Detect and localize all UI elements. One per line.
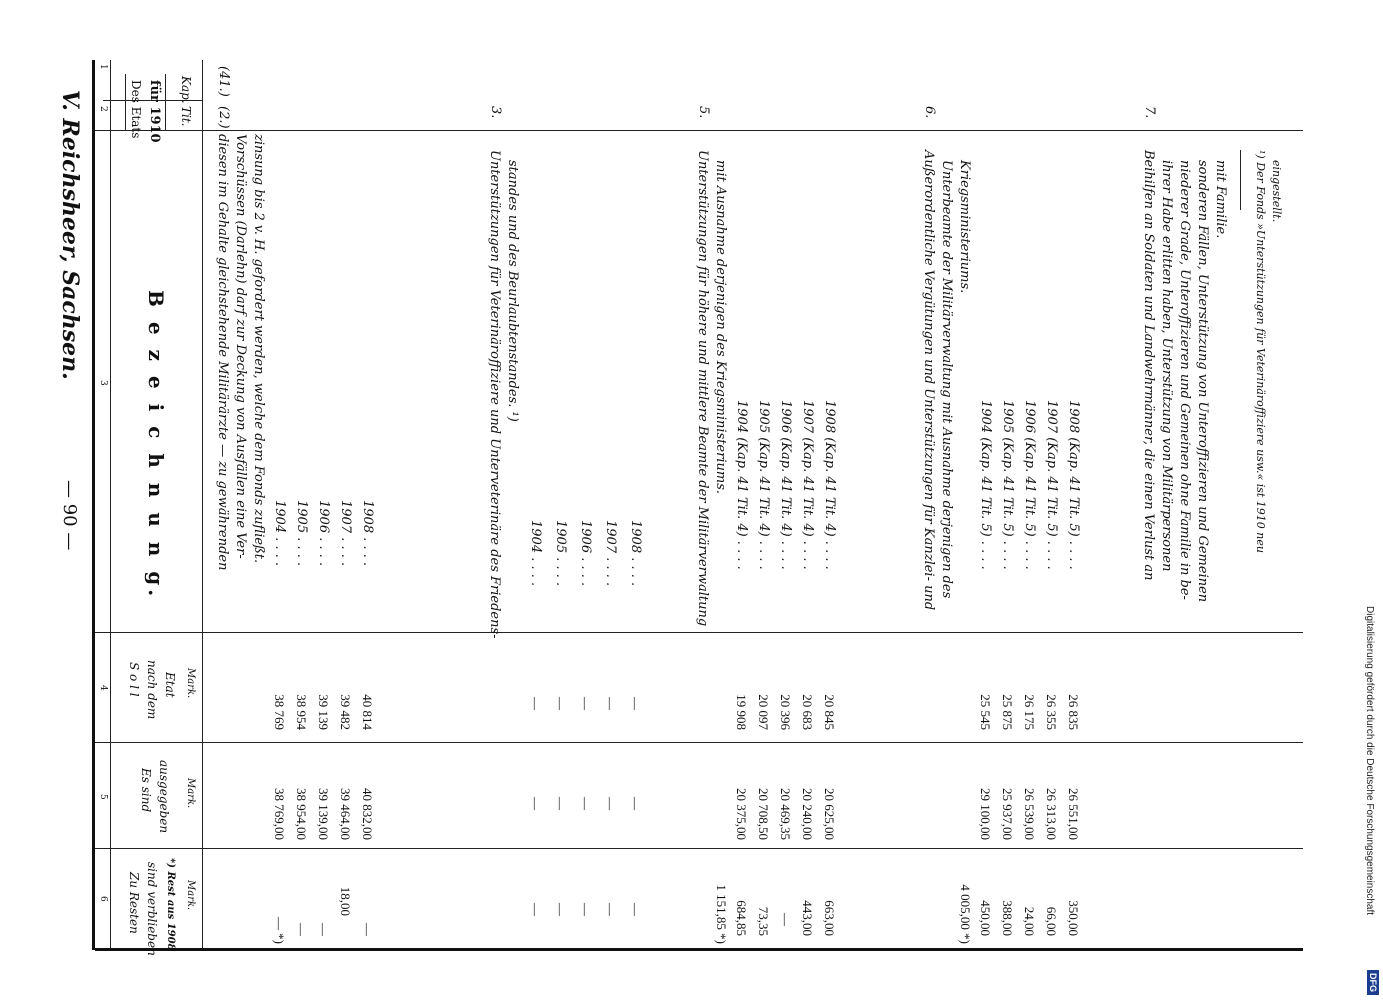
year-label: 1904 . . . .: [528, 520, 543, 587]
section-text: zinsung bis 2 v. H. gefordert werden, welche dem Fonds zufließt.: [251, 134, 266, 564]
rest-value: 350,00: [1066, 900, 1081, 936]
year-label: 1906 (Kap. 41 Tit. 4) . . . .: [778, 400, 793, 570]
year-label: 1908 . . . .: [360, 500, 375, 567]
footnote-rule: [1240, 150, 1241, 210]
year-label: 1908 (Kap. 41 Tit. 4) . . . .: [822, 400, 837, 570]
soll-value: 19 908: [734, 694, 749, 730]
dfg-logo: DFG: [1367, 970, 1379, 995]
section-text: Außerordentliche Vergütungen und Unterstützungen für Kanzlei- und: [921, 150, 936, 611]
page-number: — 90 —: [59, 480, 80, 551]
rest-value: 443,00: [800, 900, 815, 936]
rest-value: 663,00: [822, 900, 837, 936]
ausgegeben-value: —: [528, 797, 543, 810]
ausgegeben-value: —: [628, 797, 643, 810]
soll-value: 20 683: [800, 694, 815, 730]
year-label: 1906 . . . .: [578, 520, 593, 587]
section-text: niederer Grade, Unteroffizieren und Gemeinen ohne Familie in be-: [1177, 160, 1192, 600]
column-number: 6: [98, 896, 108, 902]
year-label: 1905 (Kap. 41 Tit. 5) . . . .: [1000, 400, 1015, 570]
section-text: Unterbeamte der Militärverwaltung mit Ausnahme derjenigen des: [939, 160, 954, 599]
column-number: 1: [98, 64, 108, 70]
section-text: Unterstützungen für höhere und mittlere Beamte der Militärverwaltung: [695, 150, 710, 627]
soll-value: 20 396: [778, 694, 793, 730]
year-label: 1908 (Kap. 41 Tit. 5) . . . .: [1066, 400, 1081, 570]
ausgegeben-value: 39 139,00: [316, 788, 331, 840]
soll-value: —: [578, 697, 593, 710]
soll-header: Etat: [163, 672, 177, 698]
rest-carry-value: 4 005,00 *): [958, 884, 973, 944]
tit-number: 5.: [696, 106, 711, 119]
rest-carry-value: 1 151,85 *): [714, 884, 729, 944]
section-text: standes und des Beurlaubtenstandes. ¹): [505, 160, 520, 422]
reste-unit: Mark.: [185, 880, 196, 911]
year-label: 1907 (Kap. 41 Tit. 4) . . . .: [800, 400, 815, 570]
dfg-credit: Digitalisierung gefördert durch die Deutsche Forschungsgemeinschaft: [1364, 606, 1375, 916]
ausgegeben-right-rule: [95, 848, 1303, 849]
ausgegeben-unit: Mark.: [185, 778, 196, 809]
ausgegeben-value: 29 100,00: [978, 788, 993, 840]
ausgegeben-value: 25 937,00: [1000, 788, 1015, 840]
tit-number: (2.): [216, 106, 231, 129]
year-label: 1904 (Kap. 41 Tit. 5) . . . .: [978, 400, 993, 570]
section-text: Kriegsministeriums.: [957, 160, 972, 294]
tit-header: Tit.: [179, 106, 193, 127]
ausgegeben-value: 26 313,00: [1044, 788, 1059, 840]
rest-value: —: [528, 903, 543, 916]
soll-header: nach dem: [145, 660, 159, 720]
year-label: 1907 (Kap. 41 Tit. 5) . . . .: [1044, 400, 1059, 570]
tit-number: 3.: [488, 106, 503, 119]
soll-value: 38 954: [294, 694, 309, 730]
ausgegeben-value: 38 769,00: [272, 788, 287, 840]
kap-number: (41.): [216, 66, 231, 97]
page-title: V. Reichsheer, Sachsen.: [57, 90, 83, 380]
rest-value: —: [360, 923, 375, 936]
year-label: 1908 . . . .: [628, 520, 643, 587]
tit-number: 6.: [922, 106, 937, 119]
section-text: mit Ausnahme derjenigen des Kriegsministeriums.: [713, 160, 728, 494]
ausgegeben-value: 40 832,00: [360, 788, 375, 840]
soll-right-rule: [95, 742, 1303, 743]
soll-value: —: [553, 697, 568, 710]
table-top-rule: [92, 60, 95, 950]
ausgegeben-value: 20 240,00: [800, 788, 815, 840]
soll-value: 20 845: [822, 694, 837, 730]
rest-value: —: [603, 903, 618, 916]
rest-value: 66,00: [1044, 906, 1059, 936]
footnote-text: ¹) Der Fonds »Unterstützungen für Veterinäroffiziere usw.« ist 1910 neu: [1254, 150, 1267, 553]
tit-number: 7.: [1142, 106, 1157, 119]
header-bottom-rule: [202, 60, 203, 950]
soll-value: —: [528, 697, 543, 710]
section-text: diesen im Gehalte gleichstehende Militärärzte — zu gewährenden: [215, 134, 230, 571]
year-label: 1907 . . . .: [338, 500, 353, 567]
ausgegeben-value: 20 708,50: [756, 788, 771, 840]
bezeichnung-header: B e z e i c h n u n g.: [144, 290, 168, 601]
rest-value: —: [778, 913, 793, 926]
soll-value: 39 482: [338, 694, 353, 730]
ausgegeben-value: —: [603, 797, 618, 810]
soll-value: 38 769: [272, 694, 287, 730]
rest-value: —: [294, 923, 309, 936]
rest-value: 684,85: [734, 900, 749, 936]
ausgegeben-value: 26 551,00: [1066, 788, 1081, 840]
soll-value: —: [628, 697, 643, 710]
soll-unit: Mark.: [185, 668, 196, 699]
soll-value: 39 139: [316, 694, 331, 730]
year-label: 1905 (Kap. 41 Tit. 4) . . . .: [756, 400, 771, 570]
year-label: 1904 (Kap. 41 Tit. 4) . . . .: [734, 400, 749, 570]
column-number-rule: [110, 60, 111, 950]
section-text: ihrer Habe erlitten haben, Unterstützung von Militärpersonen: [1159, 160, 1174, 572]
rest-value: — *): [272, 916, 287, 944]
reste-header-note: *) Rest aus 1908: [165, 858, 176, 951]
ausgegeben-value: —: [578, 797, 593, 810]
column-number: 2: [98, 106, 108, 112]
rest-value: —: [578, 903, 593, 916]
year-label: 1906 . . . .: [316, 500, 331, 567]
year-label: 1904 . . . .: [272, 500, 287, 567]
reste-header: sind verblieben: [145, 862, 159, 956]
rest-value: —: [628, 903, 643, 916]
year-label: 1906 (Kap. 41 Tit. 5) . . . .: [1022, 400, 1037, 570]
ausgegeben-value: 20 469,35: [778, 788, 793, 840]
bezeichnung-right-rule: [95, 632, 1303, 633]
soll-value: 25 875: [1000, 694, 1015, 730]
ausgegeben-value: 39 464,00: [338, 788, 353, 840]
ausgegeben-value: —: [553, 797, 568, 810]
column-number: 5: [98, 794, 108, 800]
etat-header: Des Etats: [129, 80, 143, 139]
soll-value: 20 097: [756, 694, 771, 730]
soll-value: 25 545: [978, 694, 993, 730]
column-number: 4: [98, 685, 108, 691]
soll-value: 26 175: [1022, 694, 1037, 730]
reste-header: Zu Resten: [127, 872, 141, 934]
rest-value: 388,00: [1000, 900, 1015, 936]
ausgegeben-value: 26 539,00: [1022, 788, 1037, 840]
soll-header: S o l l: [127, 662, 141, 697]
rest-value: —: [553, 903, 568, 916]
rest-value: 24,00: [1022, 906, 1037, 936]
soll-value: 40 814: [360, 694, 375, 730]
rest-value: 18,00: [338, 886, 353, 916]
soll-value: 26 835: [1066, 694, 1081, 730]
year-label: 1907 . . . .: [603, 520, 618, 587]
ausgegeben-value: 20 625,00: [822, 788, 837, 840]
section-text: Unterstützungen für Veterinäroffiziere und Unterveterinäre des Friedens-: [487, 150, 502, 639]
rest-value: —: [316, 923, 331, 936]
kap-header: Kap.: [179, 76, 193, 104]
ausgegeben-value: 38 954,00: [294, 788, 309, 840]
soll-value: —: [603, 697, 618, 710]
kap-tit-right-rule: [95, 130, 1303, 131]
section-text: Beihilfen an Soldaten und Landwehrmänner, die einen Verlust an: [1141, 150, 1156, 581]
etat-header-year: für 1910: [147, 80, 162, 143]
section-text: sonderen Fällen, Unterstützung von Unteroffizieren und Gemeinen: [1195, 160, 1210, 603]
section-text: Vorschüssen (Darlehn) darf zur Deckung von Ausfällen eine Ver-: [233, 134, 248, 559]
ausgegeben-header: Es sind: [139, 768, 153, 813]
rest-value: 73,35: [756, 906, 771, 936]
rest-value: 450,00: [978, 900, 993, 936]
ausgegeben-value: 20 375,00: [734, 788, 749, 840]
table-right-rule: [95, 948, 1303, 951]
soll-value: 26 355: [1044, 694, 1059, 730]
section-text: mit Familie.: [1213, 160, 1228, 239]
year-label: 1905 . . . .: [294, 500, 309, 567]
year-label: 1905 . . . .: [553, 520, 568, 587]
ausgegeben-header: ausgegeben: [157, 760, 171, 834]
column-number: 3: [98, 380, 108, 386]
footnote-text: eingestellt.: [1270, 160, 1283, 223]
